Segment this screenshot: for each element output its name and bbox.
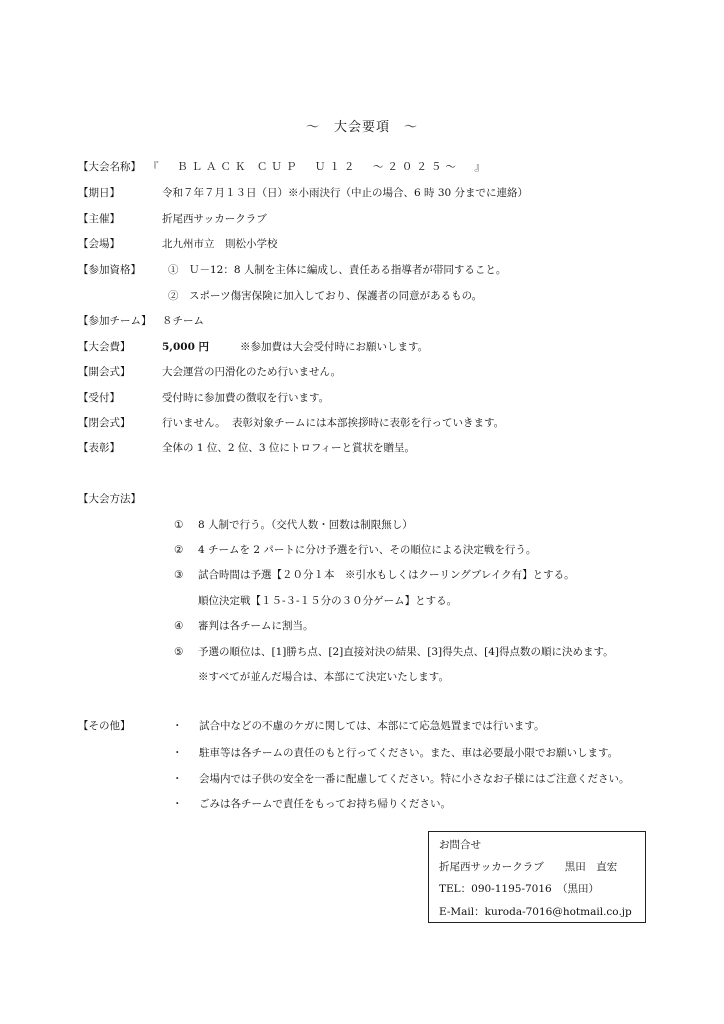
contact-box: [428, 831, 646, 923]
item-note: ※参加費は大会受付時にお願いします。: [240, 341, 429, 353]
item-value: 全体の 1 位、2 位、3 位にトロフィーと賞状を贈呈。: [162, 442, 416, 454]
bullet: ・: [172, 747, 183, 759]
method-number: ③: [174, 569, 184, 581]
method-number: ①: [174, 519, 184, 531]
item-eligibility-1: [0, 262, 724, 278]
other-text: 駐車等は各チームの責任のもと行ってください。また、車は必要最小限でお願いします。: [199, 747, 619, 759]
method-line: [0, 517, 724, 533]
contact-heading: お問合せ: [439, 839, 481, 851]
item-value: 大会運営の円滑化のため行いません。: [162, 366, 342, 378]
method-number: ⑤: [174, 646, 184, 658]
item-label: 【参加資格】: [78, 264, 141, 276]
item-label: 【受付】: [78, 392, 120, 404]
item-value: 行いません。: [162, 417, 226, 429]
item-opening: [0, 364, 724, 380]
item-value: 令和７年７月１３日（日）※小雨決行（中止の場合、6 時 30 分までに連絡）: [162, 187, 529, 199]
item-label: 【大会名称】: [78, 161, 141, 173]
method-line: [0, 542, 724, 558]
item-label: 【大会費】: [78, 341, 131, 353]
item-organizer: [0, 211, 724, 227]
item-label: 【期日】: [78, 187, 120, 199]
other-line: [0, 718, 724, 734]
contact-tel: TEL：090-1195-7016 （黒田）: [439, 883, 599, 895]
contact-org: 折尾西サッカークラブ 黒田 直宏: [439, 861, 618, 873]
item-label: 【参加チーム】: [78, 315, 152, 327]
item-label: 【表彰】: [78, 442, 120, 454]
method-line: [0, 644, 724, 660]
item-note: 表彰対象チームには本部挨拶時に表彰を行っていきます。: [232, 417, 505, 429]
item-value: ① Ｕ－12：8 人制を主体に編成し、責任ある指導者が帯同すること。: [168, 264, 507, 276]
item-closing: [0, 415, 724, 431]
method-text: 8 人制で行う。（交代人数・回数は制限無し）: [198, 519, 413, 531]
page-title: ～ 大会要項 ～: [305, 120, 418, 135]
method-line: [0, 567, 724, 583]
contact-email[interactable]: E-Mail：kuroda-7016@hotmail.co.jp: [439, 906, 632, 918]
method-number: ④: [174, 620, 184, 632]
section-label: 【その他】: [78, 720, 131, 732]
item-value: 北九州市立 則松小学校: [162, 238, 278, 250]
item-reception: [0, 390, 724, 406]
method-text: 順位決定戦【１５-３-１５分の３０分ゲーム】とする。: [198, 595, 458, 607]
item-value: 折尾西サッカークラブ: [162, 213, 267, 225]
method-heading: [0, 491, 724, 507]
item-value: 『 ＢＬＡＣＫ ＣＵＰ Ｕ１２ ～２０２５～ 』: [148, 161, 489, 173]
item-label: 【開会式】: [78, 366, 131, 378]
method-text: 審判は各チームに割当。: [198, 620, 314, 632]
other-line: [0, 745, 724, 761]
bullet: ・: [172, 773, 183, 785]
item-value: 受付時に参加費の徴収を行います。: [162, 392, 330, 404]
item-label: 【閉会式】: [78, 417, 131, 429]
item-date: [0, 185, 724, 201]
method-text: 試合時間は予選【２０分１本 ※引水もしくはクーリングブレイク有】とする。: [198, 569, 575, 581]
method-line: [0, 593, 724, 609]
section-label: 【大会方法】: [78, 493, 141, 505]
method-text: 4 チームを 2 パートに分け予選を行い、その順位による決定戦を行う。: [198, 544, 537, 556]
item-awards: [0, 440, 724, 456]
item-label: 【会場】: [78, 238, 120, 250]
method-line: [0, 618, 724, 634]
item-teams: [0, 313, 724, 329]
method-number: ②: [174, 544, 184, 556]
item-value: 5,000 円: [162, 341, 210, 353]
item-event-name: [0, 159, 724, 175]
other-text: ごみは各チームで責任をもってお持ち帰りください。: [199, 798, 451, 810]
other-line: [0, 771, 724, 787]
method-line: [0, 669, 724, 685]
other-text: 会場内では子供の安全を一番に配慮してください。特に小さなお子様にはご注意ください。: [199, 773, 630, 785]
item-fee: [0, 339, 724, 355]
method-text: 予選の順位は、[1]勝ち点、[2]直接対決の結果、[3]得失点、[4]得点数の順に決めます。: [198, 646, 614, 658]
item-venue: [0, 236, 724, 252]
other-text: 試合中などの不慮のケガに関しては、本部にて応急処置までは行います。: [199, 720, 545, 732]
item-value: ② スポーツ傷害保険に加入しており、保護者の同意があるもの。: [168, 290, 483, 302]
bullet: ・: [172, 798, 183, 810]
bullet: ・: [172, 720, 183, 732]
item-value: ８チーム: [162, 315, 204, 327]
item-eligibility-2: [0, 288, 724, 304]
item-label: 【主催】: [78, 213, 120, 225]
method-text: ※すべてが並んだ場合は、本部にて決定いたします。: [198, 671, 449, 683]
other-line: [0, 796, 724, 812]
